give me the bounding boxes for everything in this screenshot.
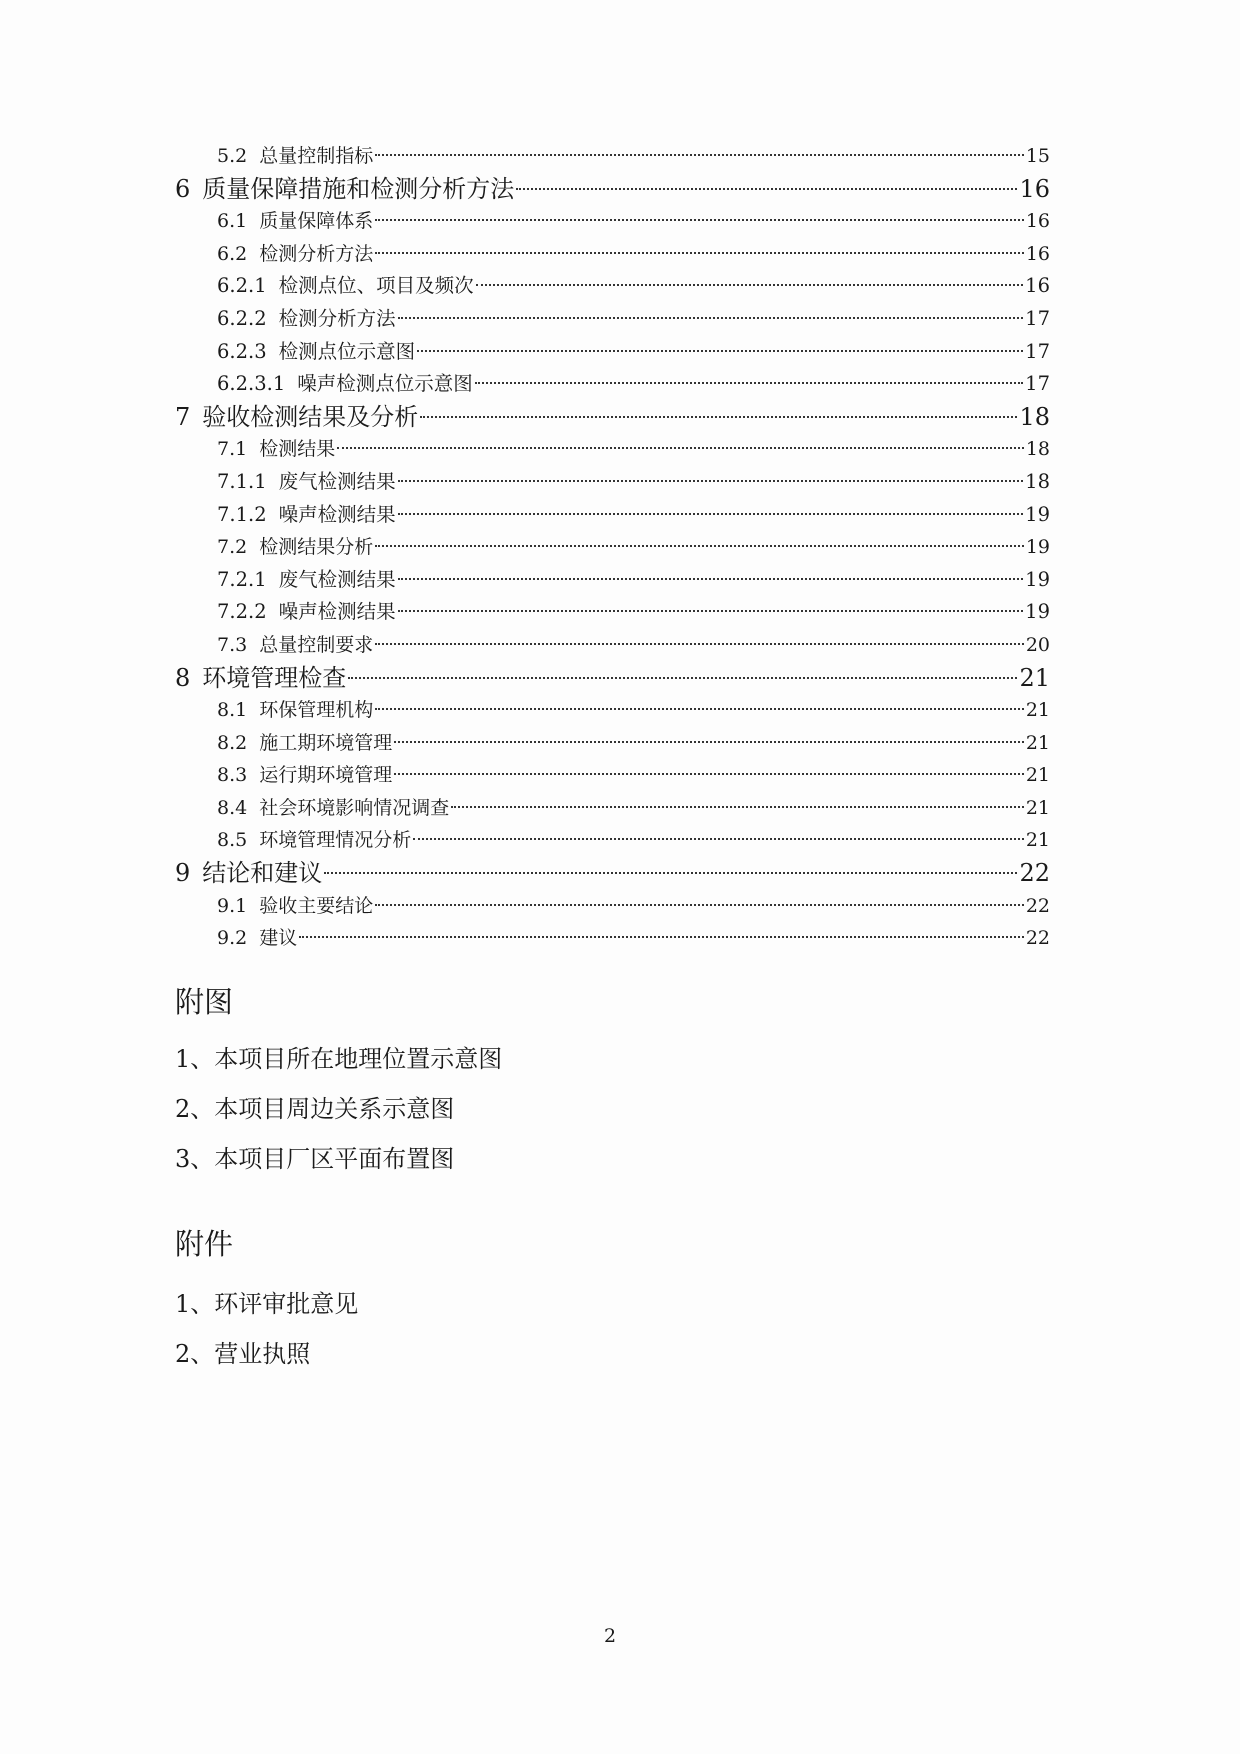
toc-dot-leader	[516, 188, 1017, 190]
toc-entry	[175, 824, 1050, 857]
toc-entry	[175, 922, 1050, 955]
toc-dot-leader	[375, 154, 1024, 156]
toc-entry-title: 噪声检测点位示意图	[297, 372, 473, 396]
toc-entry-number: 8.4	[217, 796, 248, 819]
attachments-list	[175, 1279, 358, 1379]
toc-dot-leader	[475, 382, 1023, 384]
figures-heading: 附图	[175, 985, 234, 1019]
toc-entry-number: 6.2.3.1	[217, 372, 286, 396]
toc-entry-page: 16	[1025, 242, 1050, 265]
toc-entry-number: 6.2.3	[217, 339, 267, 363]
toc-dot-leader	[451, 806, 1024, 808]
toc-entry-page: 18	[1025, 469, 1050, 493]
toc-entry	[175, 694, 1050, 727]
toc-entry	[175, 336, 1050, 369]
toc-entry	[175, 433, 1050, 466]
toc-entry-page: 18	[1019, 402, 1050, 431]
toc-dot-leader	[398, 610, 1024, 612]
toc-entry-title: 检测结果	[259, 438, 336, 461]
toc-entry	[175, 596, 1050, 629]
toc-entry-title: 施工期环境管理	[259, 731, 393, 754]
attachment-list-item: 1、环评审批意见	[175, 1290, 359, 1318]
toc-entry	[175, 401, 1050, 434]
toc-entry-page: 21	[1025, 731, 1050, 754]
toc-entry-number: 8.2	[217, 731, 248, 754]
toc-entry-number: 7.3	[217, 633, 248, 656]
toc-entry	[175, 368, 1050, 401]
toc-entry-page: 16	[1025, 274, 1050, 298]
toc-dot-leader	[375, 219, 1024, 221]
toc-entry-page: 17	[1025, 372, 1050, 396]
toc-dot-leader	[394, 773, 1024, 775]
toc-entry-number: 6.2	[217, 242, 248, 265]
toc-entry-title: 噪声检测结果	[278, 600, 396, 624]
toc-dot-leader	[398, 317, 1024, 319]
toc-entry	[175, 140, 1050, 173]
figure-list-item: 1、本项目所在地理位置示意图	[175, 1045, 503, 1073]
page-number: 2	[603, 1625, 617, 1647]
toc-entry-number: 7.2.2	[217, 600, 267, 624]
toc-dot-leader	[375, 904, 1024, 906]
toc-entry	[175, 303, 1050, 336]
toc-entry-title: 检测点位、项目及频次	[278, 274, 474, 298]
toc-dot-leader	[476, 284, 1024, 286]
toc-dot-leader	[375, 252, 1024, 254]
toc-entry-title: 检测分析方法	[278, 306, 396, 330]
table-of-contents	[175, 140, 1050, 955]
toc-entry-page: 19	[1025, 567, 1050, 591]
toc-entry	[175, 890, 1050, 923]
toc-entry-number: 8.1	[217, 699, 248, 722]
toc-entry	[175, 531, 1050, 564]
toc-entry-number: 7.2.1	[217, 567, 267, 591]
toc-entry-title: 检测分析方法	[259, 242, 374, 265]
toc-entry	[175, 173, 1050, 206]
toc-dot-leader	[337, 447, 1024, 449]
toc-entry	[175, 466, 1050, 499]
toc-entry	[175, 205, 1050, 238]
toc-entry-title: 废气检测结果	[278, 567, 396, 591]
toc-dot-leader	[299, 936, 1024, 938]
toc-entry-page: 21	[1025, 829, 1050, 852]
toc-entry-title: 质量保障措施和检测分析方法	[202, 174, 515, 203]
toc-entry-page: 21	[1025, 796, 1050, 819]
attachment-list-item: 2、营业执照	[175, 1340, 311, 1368]
toc-entry-page: 17	[1025, 306, 1050, 330]
toc-entry-title: 验收检测结果及分析	[202, 402, 419, 431]
toc-entry	[175, 499, 1050, 532]
toc-entry-number: 7.1.2	[217, 502, 267, 526]
toc-entry	[175, 792, 1050, 825]
toc-dot-leader	[398, 513, 1024, 515]
toc-entry-title: 环境管理情况分析	[259, 829, 412, 852]
toc-entry-number: 5.2	[217, 145, 248, 167]
toc-dot-leader	[413, 838, 1024, 840]
figure-list-item: 3、本项目厂区平面布置图	[175, 1145, 455, 1173]
toc-entry-title: 环境管理检查	[202, 663, 347, 692]
figure-list-item: 2、本项目周边关系示意图	[175, 1095, 455, 1123]
attachments-heading: 附件	[175, 1227, 234, 1261]
toc-entry-title: 总量控制要求	[259, 633, 374, 656]
toc-entry	[175, 238, 1050, 271]
toc-entry-number: 9.1	[217, 894, 248, 917]
toc-entry-title: 建议	[259, 927, 298, 950]
toc-entry-title: 检测点位示意图	[278, 339, 416, 363]
toc-entry-page: 22	[1019, 859, 1050, 888]
toc-entry-number: 6.2.2	[217, 306, 267, 330]
toc-dot-leader	[324, 872, 1017, 874]
toc-entry-page: 18	[1025, 438, 1050, 461]
toc-entry-page: 22	[1025, 927, 1050, 950]
toc-dot-leader	[375, 545, 1024, 547]
toc-dot-leader	[348, 677, 1017, 679]
toc-dot-leader	[394, 741, 1024, 743]
toc-dot-leader	[398, 578, 1024, 580]
toc-entry-number: 8.3	[217, 764, 248, 787]
toc-entry-number: 8	[175, 663, 191, 692]
toc-dot-leader	[417, 350, 1023, 352]
toc-entry-number: 6.2.1	[217, 274, 267, 298]
toc-entry-number: 7.1	[217, 438, 248, 461]
toc-entry-page: 19	[1025, 502, 1050, 526]
toc-entry-page: 19	[1025, 600, 1050, 624]
toc-entry-number: 8.5	[217, 829, 248, 852]
toc-entry-number: 7	[175, 402, 191, 431]
toc-dot-leader	[420, 416, 1017, 418]
toc-entry-number: 9	[175, 859, 191, 888]
toc-dot-leader	[398, 480, 1024, 482]
toc-entry	[175, 759, 1050, 792]
toc-dot-leader	[375, 708, 1024, 710]
toc-entry-title: 验收主要结论	[259, 894, 374, 917]
toc-entry-page: 15	[1025, 145, 1050, 167]
toc-entry-page: 16	[1019, 174, 1050, 203]
toc-entry-page: 16	[1025, 210, 1050, 233]
toc-entry-title: 质量保障体系	[259, 210, 374, 233]
toc-entry-page: 22	[1025, 894, 1050, 917]
toc-dot-leader	[375, 643, 1024, 645]
toc-entry-title: 总量控制指标	[259, 145, 374, 167]
toc-entry-page: 21	[1019, 663, 1050, 692]
figures-list	[175, 1034, 502, 1184]
toc-entry	[175, 662, 1050, 695]
toc-entry-page: 20	[1025, 633, 1050, 656]
toc-entry-number: 7.1.1	[217, 469, 267, 493]
toc-entry	[175, 629, 1050, 662]
toc-entry-title: 结论和建议	[202, 859, 323, 888]
toc-entry	[175, 857, 1050, 890]
toc-entry	[175, 727, 1050, 760]
toc-entry-number: 9.2	[217, 927, 248, 950]
toc-entry-title: 运行期环境管理	[259, 764, 393, 787]
toc-entry-title: 废气检测结果	[278, 469, 396, 493]
toc-entry-title: 环保管理机构	[259, 699, 374, 722]
toc-entry-page: 21	[1025, 764, 1050, 787]
toc-entry-number: 7.2	[217, 536, 248, 559]
toc-entry-title: 社会环境影响情况调查	[259, 796, 450, 819]
toc-entry-page: 19	[1025, 536, 1050, 559]
toc-entry	[175, 564, 1050, 597]
toc-entry-page: 17	[1025, 339, 1050, 363]
toc-entry-page: 21	[1025, 699, 1050, 722]
toc-entry	[175, 270, 1050, 303]
toc-entry-title: 检测结果分析	[259, 536, 374, 559]
toc-entry-number: 6.1	[217, 210, 248, 233]
toc-entry-number: 6	[175, 174, 191, 203]
toc-entry-title: 噪声检测结果	[278, 502, 396, 526]
